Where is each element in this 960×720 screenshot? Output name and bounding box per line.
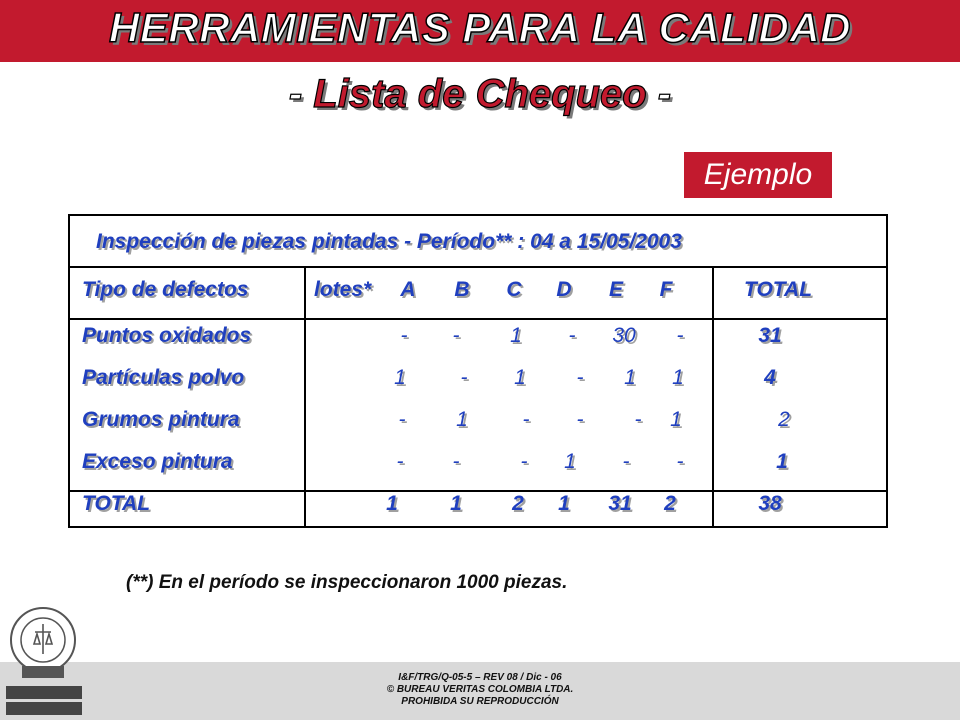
- table-cell: -: [676, 450, 684, 473]
- example-badge: Ejemplo: [684, 152, 832, 198]
- table-cell: -: [676, 324, 684, 347]
- table-cell: 1: [564, 450, 576, 473]
- subtitle-text: Lista de Chequeo: [313, 72, 647, 116]
- table-cell: -: [520, 450, 528, 473]
- table-cell: -: [396, 450, 404, 473]
- table-cell: 1: [394, 366, 406, 389]
- table-cell: -: [576, 366, 584, 389]
- row-total: 1: [776, 450, 788, 473]
- footer-notice: PROHIBIDA SU REPRODUCCIÓN: [401, 696, 559, 707]
- table-cell: 30: [612, 324, 636, 347]
- page-title: HERRAMIENTAS PARA LA CALIDAD: [109, 4, 851, 51]
- table-divider-top: [70, 266, 886, 268]
- header-defect-type: Tipo de defectos: [82, 278, 249, 301]
- totals-cell: 2: [512, 492, 524, 515]
- table-cell: -: [452, 324, 460, 347]
- subtitle-dash-left: -: [288, 72, 314, 116]
- table-cell: -: [568, 324, 576, 347]
- row-total: 31: [758, 324, 782, 347]
- grand-total: 38: [758, 492, 782, 515]
- row-label-particulas-polvo: Partículas polvo: [82, 366, 245, 389]
- header-col-e: E: [608, 278, 623, 301]
- totals-cell: 1: [450, 492, 462, 515]
- table-cell: -: [460, 366, 468, 389]
- checklist-table: [68, 214, 888, 528]
- table-cell: -: [622, 450, 630, 473]
- bureau-veritas-seal-icon: [8, 604, 78, 680]
- row-label-exceso-pintura: Exceso pintura: [82, 450, 233, 473]
- footer-copyright: © BUREAU VERITAS COLOMBIA LTDA.: [386, 684, 574, 695]
- header-col-d: D: [556, 278, 572, 301]
- row-label-grumos-pintura: Grumos pintura: [82, 408, 240, 431]
- header-col-a: A: [400, 278, 416, 301]
- subtitle-dash-right: -: [646, 72, 672, 116]
- table-cell: -: [400, 324, 408, 347]
- table-cell: 1: [510, 324, 522, 347]
- table-vline-total: [712, 266, 714, 528]
- header-lotes: lotes*: [314, 278, 372, 301]
- totals-label: TOTAL: [82, 492, 151, 515]
- table-cell: 1: [670, 408, 682, 431]
- table-cell: -: [398, 408, 406, 431]
- header-col-c: C: [506, 278, 522, 301]
- table-cell: 1: [672, 366, 684, 389]
- page-subtitle: [0, 72, 960, 117]
- row-total: 2: [778, 408, 790, 431]
- table-cell: 1: [514, 366, 526, 389]
- totals-cell: 1: [386, 492, 398, 515]
- row-total: 4: [764, 366, 776, 389]
- bureau-veritas-wordmark-icon: [6, 686, 82, 716]
- table-divider-header: [70, 318, 886, 320]
- totals-cell: 1: [558, 492, 570, 515]
- header-col-b: B: [454, 278, 470, 301]
- header-total: TOTAL: [744, 278, 813, 301]
- table-cell: 1: [624, 366, 636, 389]
- totals-cell: 2: [664, 492, 676, 515]
- row-label-puntos-oxidados: Puntos oxidados: [82, 324, 252, 347]
- table-cell: 1: [456, 408, 468, 431]
- table-cell: -: [452, 450, 460, 473]
- header-col-f: F: [659, 278, 673, 301]
- table-cell: -: [576, 408, 584, 431]
- table-cell: -: [634, 408, 642, 431]
- table-caption: Inspección de piezas pintadas - Período** : 04 a 15/05/2003: [96, 230, 682, 253]
- table-cell: -: [522, 408, 530, 431]
- footnote: (**) En el período se inspeccionaron 1000 piezas.: [126, 572, 568, 593]
- table-vline-label: [304, 266, 306, 528]
- footer-code: I&F/TRG/Q-05-5 – REV 08 / Dic - 06: [398, 672, 562, 683]
- totals-cell: 31: [608, 492, 632, 515]
